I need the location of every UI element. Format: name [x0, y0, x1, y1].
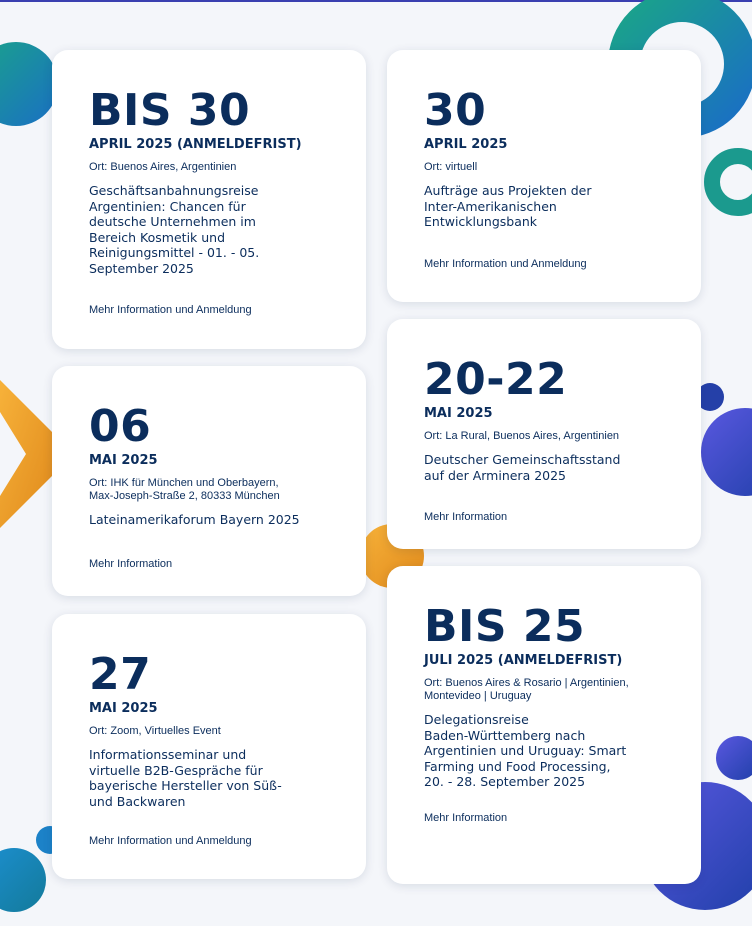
event-period: APRIL 2025 [424, 137, 508, 152]
event-period: MAI 2025 [424, 406, 493, 421]
event-location: Ort: Buenos Aires, Argentinien [89, 161, 237, 173]
event-date: 06 [89, 401, 152, 452]
event-title: Lateinamerikaforum Bayern 2025 [89, 512, 300, 527]
more-info-link[interactable]: Mehr Information [424, 812, 508, 824]
more-info-registration-link[interactable]: Mehr Information und Anmeldung [89, 304, 252, 316]
event-title: Deutscher Gemeinschaftsstand auf der Arminera 2025 [424, 452, 621, 483]
event-period: MAI 2025 [89, 701, 158, 716]
more-info-registration-link[interactable]: Mehr Information und Anmeldung [89, 835, 252, 847]
event-location: Ort: Zoom, Virtuelles Event [89, 725, 221, 737]
event-date: 27 [89, 649, 152, 700]
more-info-registration-link[interactable]: Mehr Information und Anmeldung [424, 258, 587, 270]
event-period: APRIL 2025 (ANMELDEFRIST) [89, 137, 302, 152]
event-card [387, 319, 701, 549]
deco-circle-bottom-left [0, 848, 46, 912]
more-info-link[interactable]: Mehr Information [89, 558, 173, 570]
deco-circle-left-top [0, 42, 58, 126]
event-date: BIS 25 [424, 601, 586, 652]
event-title: Geschäftsanbahnungsreise Argentinien: Chancen für deutsche Unternehmen im Bereich Kosmetik und Reinigungsmittel - 01. - 05. September 2025 [89, 183, 260, 276]
event-card [52, 366, 366, 596]
event-card [52, 50, 366, 349]
event-title: Aufträge aus Projekten der Inter-Amerikanischen Entwicklungsbank [424, 183, 592, 229]
event-title: Delegationsreise Baden-Württemberg nach Argentinien und Uruguay: Smart Farming und Food Processing, 20. - 28. September 2025 [424, 712, 627, 789]
event-location: Ort: La Rural, Buenos Aires, Argentinien [424, 430, 620, 442]
deco-chevron-left [0, 380, 52, 528]
event-date: 20-22 [424, 354, 568, 405]
event-period: MAI 2025 [89, 453, 158, 468]
deco-dot-bottom-right [716, 736, 752, 780]
event-location: Ort: Buenos Aires & Rosario | Argentinien, Montevideo | Uruguay [424, 677, 629, 702]
event-date: BIS 30 [89, 85, 251, 136]
event-card [387, 566, 701, 884]
more-info-link[interactable]: Mehr Information [424, 511, 508, 523]
deco-ring-right [712, 156, 752, 208]
event-period: JULI 2025 (ANMELDEFRIST) [424, 653, 623, 668]
event-location: Ort: virtuell [424, 161, 478, 173]
event-date: 30 [424, 85, 487, 136]
event-location: Ort: IHK für München und Oberbayern, Max-Joseph-Straße 2, 80333 München [89, 477, 280, 502]
event-title: Informationsseminar und virtuelle B2B-Gespräche für bayerische Hersteller von Süß- und Backwaren [89, 747, 282, 809]
event-card [387, 50, 701, 302]
event-card [52, 614, 366, 879]
deco-circle-right-violet [701, 408, 752, 496]
